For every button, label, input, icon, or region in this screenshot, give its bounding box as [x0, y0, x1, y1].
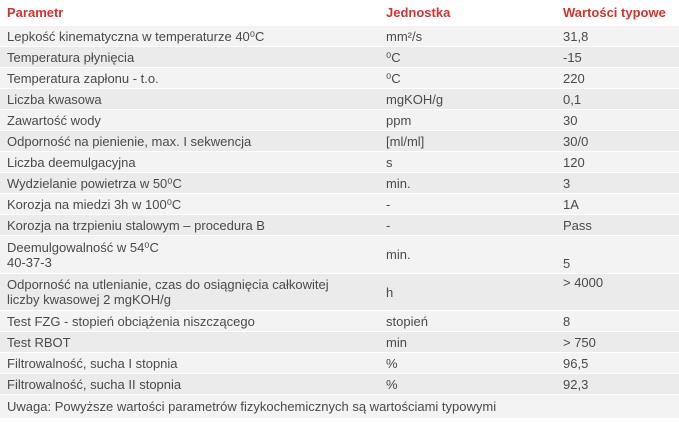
cell-jednostka: ⁰C [379, 68, 556, 89]
cell-jednostka: % [379, 353, 556, 374]
cell-parametr: Lepkość kinematyczna w temperaturze 40⁰C [0, 26, 379, 47]
cell-wartosc: 8 [556, 311, 679, 332]
cell-wartosc: 1A [556, 194, 679, 215]
cell-parametr-line2: liczby kwasowej 2 mgKOH/g [7, 292, 171, 307]
cell-wartosc: 0,1 [556, 89, 679, 110]
cell-jednostka: stopień [379, 311, 556, 332]
cell-parametr: Test RBOT [0, 332, 379, 353]
cell-wartosc: > 4000 [556, 274, 679, 311]
cell-parametr: Korozja na trzpieniu stalowym – procedura B [0, 215, 379, 236]
cell-parametr-line1: Odporność na utlenianie, czas do osiągnięcia całkowitej [7, 277, 329, 292]
cell-wartosc: 120 [556, 152, 679, 173]
table-row [0, 236, 679, 274]
cell-jednostka: % [379, 374, 556, 395]
cell-parametr: Temperatura zapłonu - t.o. [0, 68, 379, 89]
cell-parametr: Liczba kwasowa [0, 89, 379, 110]
table-row [0, 332, 679, 353]
table-row [0, 215, 679, 236]
cell-jednostka: - [379, 194, 556, 215]
cell-wartosc: Pass [556, 215, 679, 236]
note-text: Uwaga: Powyższe wartości parametrów fizykochemicznych są wartościami typowymi [0, 395, 679, 419]
cell-parametr-line2: 40-37-3 [7, 254, 52, 270]
table-row [0, 26, 679, 47]
cell-wartosc: 220 [556, 68, 679, 89]
header-jednostka: Jednostka [379, 0, 556, 26]
cell-parametr: Odporność na pienienie, max. I sekwencja [0, 131, 379, 152]
table-row [0, 89, 679, 110]
cell-parametr: Temperatura płynięcia [0, 47, 379, 68]
table-row [0, 311, 679, 332]
cell-parametr: Filtrowalność, sucha II stopnia [0, 374, 379, 395]
cell-jednostka: s [379, 152, 556, 173]
cell-jednostka: ppm [379, 110, 556, 131]
cell-jednostka: ⁰C [379, 47, 556, 68]
cell-wartosc: 31,8 [556, 26, 679, 47]
cell-jednostka: - [379, 215, 556, 236]
cell-wartosc: 3 [556, 173, 679, 194]
table-row [0, 131, 679, 152]
cell-wartosc: 96,5 [556, 353, 679, 374]
table-row [0, 47, 679, 68]
table-row [0, 173, 679, 194]
header-parametr: Parametr [0, 0, 379, 26]
cell-jednostka: [ml/ml] [379, 131, 556, 152]
table-row [0, 353, 679, 374]
header-wartosci: Wartości typowe [556, 0, 679, 26]
cell-jednostka: mm²/s [379, 26, 556, 47]
cell-wartosc: 92,3 [556, 374, 679, 395]
cell-jednostka: min. [379, 236, 556, 274]
cell-jednostka: min [379, 332, 556, 353]
table-row [0, 110, 679, 131]
cell-parametr: Korozja na miedzi 3h w 100⁰C [0, 194, 379, 215]
cell-parametr: Wydzielanie powietrza w 50⁰C [0, 173, 379, 194]
table-row [0, 374, 679, 395]
table-header-row [0, 0, 679, 26]
cell-wartosc: 30 [556, 110, 679, 131]
note-row [0, 395, 679, 419]
cell-jednostka: min. [379, 173, 556, 194]
cell-wartosc: 5 [556, 236, 679, 274]
cell-parametr: Zawartość wody [0, 110, 379, 131]
table-row [0, 152, 679, 173]
cell-wartosc: -15 [556, 47, 679, 68]
cell-parametr: Liczba deemulgacyjna [0, 152, 379, 173]
table-row [0, 274, 679, 311]
cell-parametr [0, 236, 379, 274]
cell-wartosc: > 750 [556, 332, 679, 353]
cell-parametr-line1: Deemulgowalność w 54⁰C [7, 239, 159, 255]
cell-wartosc: 30/0 [556, 131, 679, 152]
table-row [0, 194, 679, 215]
cell-parametr: Test FZG - stopień obciążenia niszczącego [0, 311, 379, 332]
cell-parametr: Filtrowalność, sucha I stopnia [0, 353, 379, 374]
cell-jednostka: mgKOH/g [379, 89, 556, 110]
cell-parametr [0, 274, 379, 311]
table-row [0, 68, 679, 89]
cell-jednostka: h [379, 274, 556, 311]
